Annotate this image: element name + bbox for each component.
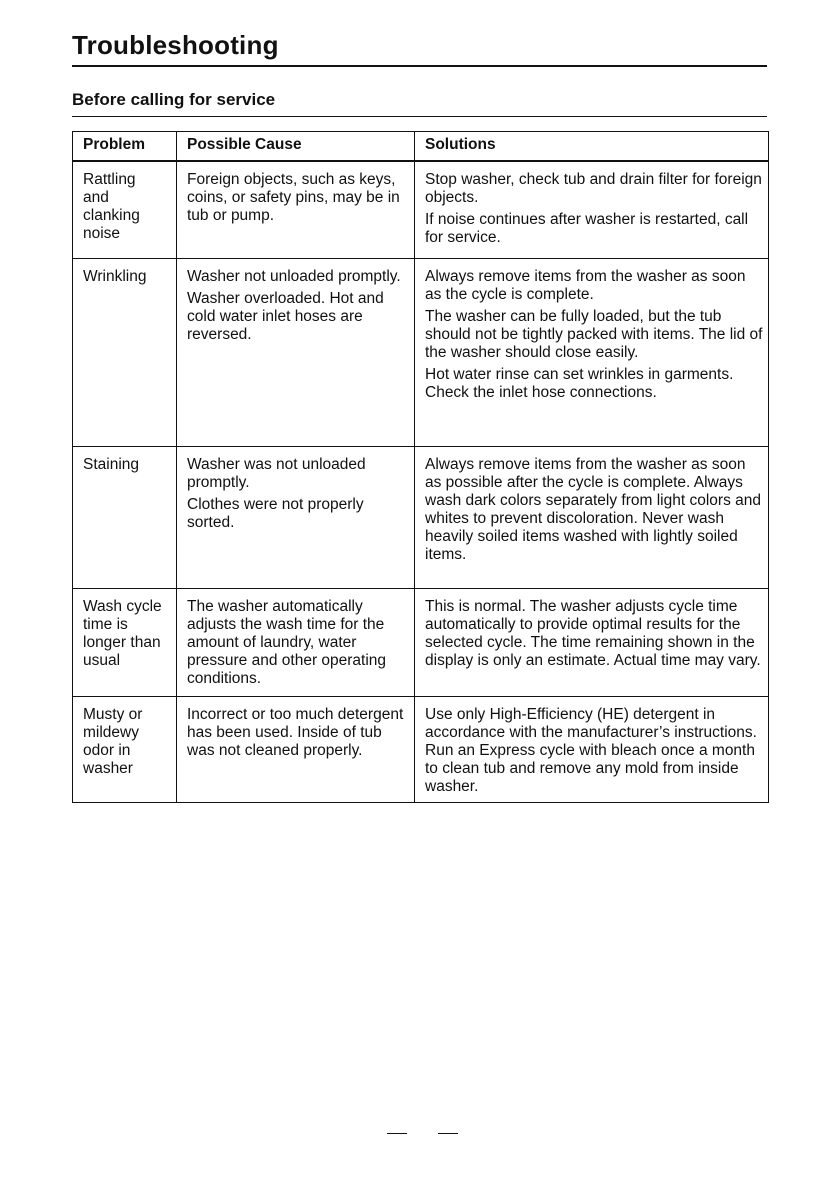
title-divider <box>72 65 767 67</box>
table-row <box>73 446 769 588</box>
problem-cell: Rattling and clanking noise <box>73 161 177 258</box>
solution-cell <box>415 258 769 446</box>
problem-cell: Musty or mildewy odor in washer <box>73 696 177 802</box>
solution-text: Stop washer, check tub and drain filter for foreign objects. <box>425 171 762 206</box>
problem-cell: Wash cycle time is longer than usual <box>73 588 177 696</box>
cause-cell <box>177 258 415 446</box>
subtitle-divider <box>72 116 767 117</box>
solution-cell <box>415 588 769 696</box>
solution-cell <box>415 696 769 802</box>
table-header-row <box>73 132 769 162</box>
cause-text: Incorrect or too much detergent has been used. Inside of tub was not cleaned properly. <box>187 705 404 759</box>
header-solutions: Solutions <box>415 132 769 162</box>
solution-cell <box>415 446 769 588</box>
header-possible-cause: Possible Cause <box>177 132 415 162</box>
cause-text: Washer overloaded. Hot and cold water inlet hoses are reversed. <box>187 289 384 343</box>
problem-cell: Wrinkling <box>73 258 177 446</box>
solution-text: Always remove items from the washer as soon as possible after the cycle is complete. Always wash dark colors separately from light colors and whites to prevent discoloration. Never wash heavily soiled items washed with lightly soiled items. <box>425 455 761 563</box>
header-problem: Problem <box>73 132 177 162</box>
solution-text: Always remove items from the washer as soon as the cycle is complete. <box>425 267 746 303</box>
table-row <box>73 161 769 258</box>
cause-cell <box>177 446 415 588</box>
page-number-mark-left <box>387 1133 407 1134</box>
solution-text: Hot water rinse can set wrinkles in garments. Check the inlet hose connections. <box>425 365 734 401</box>
solution-text: If noise continues after washer is restarted, call for service. <box>425 211 749 246</box>
problem-cell: Staining <box>73 446 177 588</box>
table-row <box>73 588 769 696</box>
solution-text: This is normal. The washer adjusts cycle time automatically to provide optimal results for the selected cycle. The time remaining shown in the display is only an estimate. Actual time may vary. <box>425 597 761 669</box>
cause-text: Washer was not unloaded promptly. <box>187 455 366 491</box>
cause-cell <box>177 161 415 258</box>
cause-text: Clothes were not properly sorted. <box>187 495 364 531</box>
page-title: Troubleshooting <box>72 30 279 60</box>
cause-text: Washer not unloaded promptly. <box>187 267 401 285</box>
solution-text: The washer can be fully loaded, but the tub should not be tightly packed with items. The lid of the washer should close easily. <box>425 307 763 361</box>
section-subtitle: Before calling for service <box>72 90 276 109</box>
troubleshooting-table <box>72 131 769 803</box>
cause-cell <box>177 696 415 802</box>
table-row <box>73 258 769 446</box>
table-row <box>73 696 769 802</box>
cause-text: Foreign objects, such as keys, coins, or safety pins, may be in tub or pump. <box>187 171 400 224</box>
cause-cell <box>177 588 415 696</box>
solution-text: Use only High-Efficiency (HE) detergent in accordance with the manufacturer’s instructions. Run an Express cycle with bleach once a month to clean tub and remove any mold from inside washer. <box>425 705 757 795</box>
cause-text: The washer automatically adjusts the wash time for the amount of laundry, water pressure and other operating conditions. <box>187 597 387 687</box>
solution-cell <box>415 161 769 258</box>
page-number-mark-right <box>438 1133 458 1134</box>
